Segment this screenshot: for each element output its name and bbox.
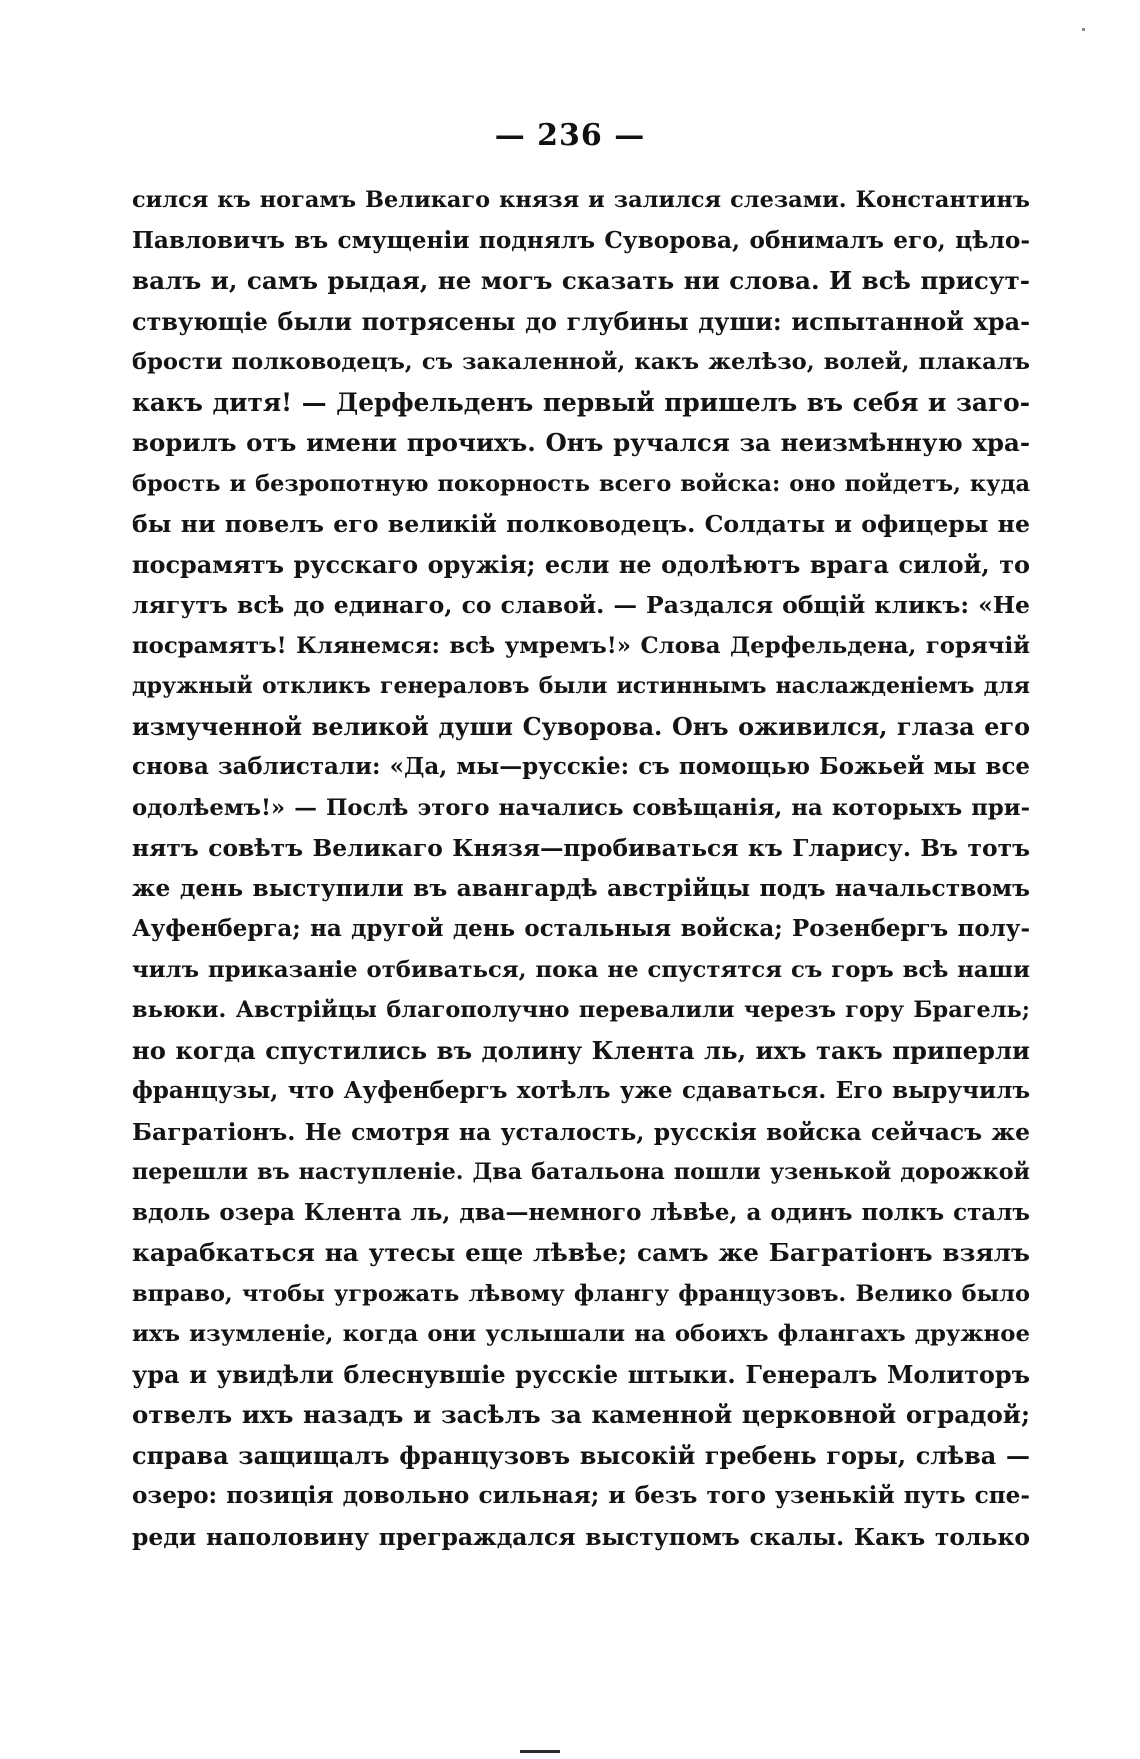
text-line-30: ура и увидѣли блеснувшіе русскіе штыки. Генералъ Молиторъ [132, 1360, 1030, 1389]
text-line-19: Ауфенберга; на другой день остальныя войска; Розенбергъ полу- [132, 915, 1030, 942]
text-line-18: же день выступили въ авангардѣ австрійцы подъ начальствомъ [132, 874, 1030, 902]
text-line-20: чилъ приказаніе отбиваться, пока не спустятся съ горъ всѣ наши [132, 956, 1030, 983]
text-line-17: нятъ совѣтъ Великаго Князя—пробиваться къ Гларису. Въ тотъ [132, 834, 1030, 862]
text-line-31: отвелъ ихъ назадъ и засѣлъ за каменной церковной оградой; [132, 1400, 1030, 1429]
text-line-14: измученной великой души Суворова. Онъ оживился, глаза его [132, 712, 1030, 741]
text-line-25: перешли въ наступленіе. Два батальона пошли узенькой дорожкой [132, 1159, 1030, 1185]
text-line-33: озеро: позиція довольно сильная; и безъ того узенькій путь спе- [132, 1482, 1030, 1509]
text-line-7: ворилъ отъ имени прочихъ. Онъ ручался за неизмѣнную хра- [132, 428, 1030, 457]
page-number: — 236 — [494, 118, 646, 153]
text-line-12: посрамятъ! Клянемся: всѣ умремъ!» Слова Дерфельдена, горячій [132, 632, 1030, 659]
text-line-21: вьюки. Австрійцы благополучно перевалили черезъ гору Брагель; [132, 997, 1030, 1023]
text-line-15: снова заблистали: «Да, мы—русскіе: съ помощью Божьей мы все [132, 753, 1030, 780]
text-line-8: брость и безропотную покорность всего войска: оно пойдетъ, куда [132, 470, 1030, 497]
text-line-2: Павловичъ въ смущеніи поднялъ Суворова, обнималъ его, цѣло- [132, 226, 1030, 254]
text-line-22: но когда спустились въ долину Клента ль, ихъ такъ приперли [132, 1035, 1030, 1065]
text-line-9: бы ни повелъ его великій полководецъ. Солдаты и офицеры не [132, 510, 1030, 538]
text-line-6: какъ дитя! — Дерфельденъ первый пришелъ въ себя и заго- [132, 387, 1030, 417]
text-line-24: Багратіонъ. Не смотря на усталость, русскія войска сейчасъ же [132, 1117, 1030, 1146]
bottom-rule [520, 1750, 560, 1753]
text-line-5: брости полководецъ, съ закаленной, какъ желѣзо, волей, плакалъ [132, 349, 1030, 375]
text-line-29: ихъ изумленіе, когда они услышали на обоихъ флангахъ дружное [132, 1321, 1030, 1347]
text-line-4: ствующіе были потрясены до глубины души: испытанной хра- [132, 307, 1030, 336]
scan-speck [1082, 28, 1085, 31]
text-line-27: карабкаться на утесы еще лѣвѣе; самъ же Багратіонъ взялъ [132, 1238, 1030, 1267]
text-line-13: дружный откликъ генераловъ были истиннымъ наслажденіемъ для [132, 673, 1030, 699]
text-line-10: посрамятъ русскаго оружія; если не одолѣютъ врага силой, то [132, 550, 1030, 579]
text-line-11: лягутъ всѣ до единаго, со славой. — Раздался общій кликъ: «Не [132, 591, 1030, 619]
text-line-28: вправо, чтобы угрожать лѣвому флангу французовъ. Велико было [132, 1280, 1030, 1307]
text-line-1: сился къ ногамъ Великаго князя и залился слезами. Константинъ [132, 187, 1030, 213]
text-line-23: французы, что Ауфенбергъ хотѣлъ уже сдаваться. Его выручилъ [132, 1077, 1030, 1104]
text-line-32: справа защищалъ французовъ высокій гребень горы, слѣва — [132, 1440, 1030, 1470]
page-body-text [132, 180, 1030, 1557]
text-line-34: реди наполовину преграждался выступомъ скалы. Какъ только [132, 1522, 1030, 1551]
text-line-16: одолѣемъ!» — Послѣ этого начались совѣщанія, на которыхъ при- [132, 794, 1030, 821]
text-line-26: вдоль озера Клента ль, два—немного лѣвѣе, а одинъ полкъ сталъ [132, 1198, 1030, 1226]
text-line-3: валъ и, самъ рыдая, не могъ сказать ни слова. И всѣ присут- [132, 266, 1030, 295]
